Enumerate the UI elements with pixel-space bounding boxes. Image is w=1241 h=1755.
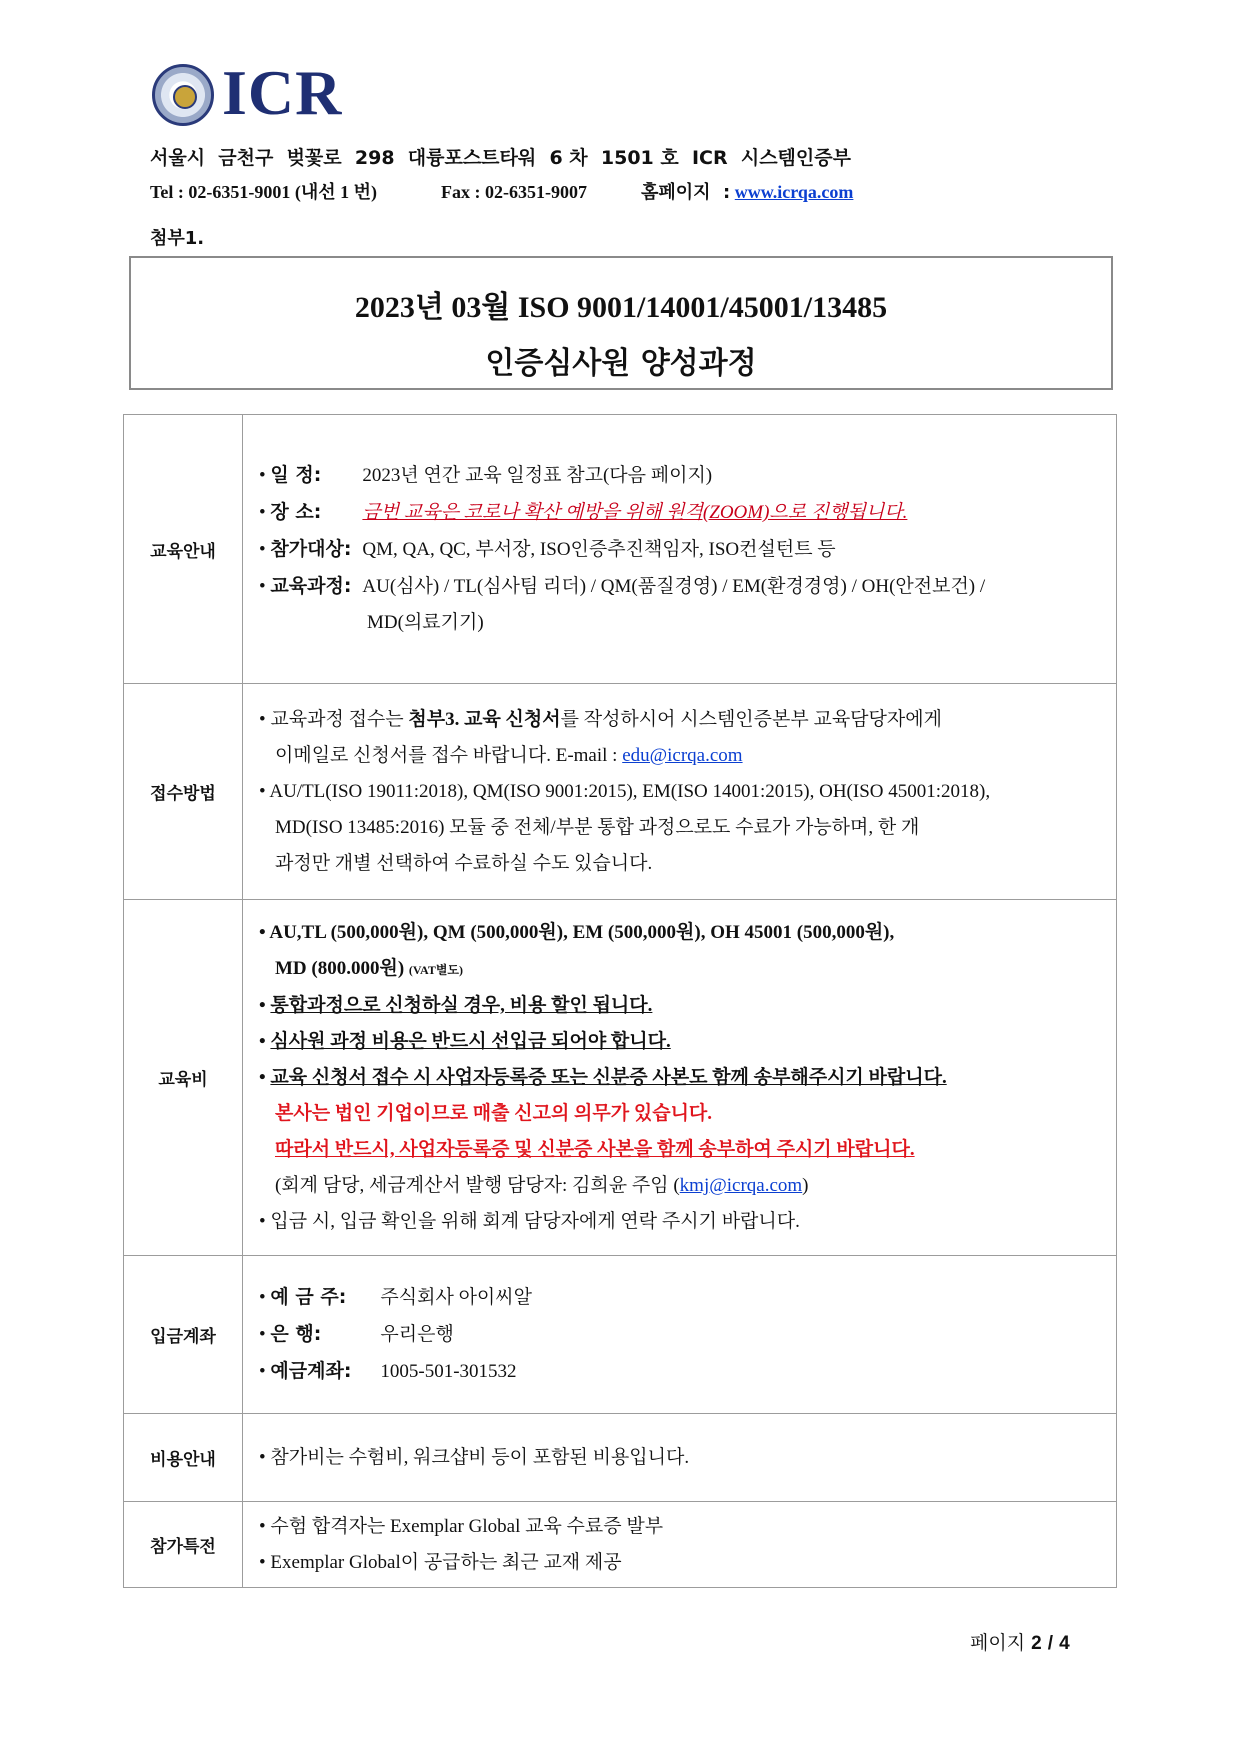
list-item: • AU/TL(ISO 19011:2018), QM(ISO 9001:2015), EM(ISO 14001:2015), OH(ISO 45001:2018), bbox=[259, 780, 991, 802]
row-content bbox=[243, 684, 1117, 900]
list-item-continued: MD(의료기기) bbox=[367, 612, 484, 633]
list-item: • 일 정: 2023년 연간 교육 일정표 참고(다음 페이지) bbox=[259, 464, 713, 486]
list-item: • 교육 신청서 접수 시 사업자등록증 또는 신분증 사본도 함께 송부해주시기 바랍니다. bbox=[259, 1067, 947, 1088]
attachment-label: 첨부1. bbox=[150, 228, 205, 249]
row-header: 접수방법 bbox=[124, 684, 243, 900]
list-item-continued: MD (800.000원) (VAT별도) bbox=[275, 958, 463, 979]
row-cost bbox=[124, 1414, 1117, 1502]
row-edu-info bbox=[124, 415, 1117, 684]
row-content bbox=[243, 1414, 1117, 1502]
icr-logo bbox=[152, 57, 352, 134]
homepage-link[interactable]: www.icrqa.com bbox=[734, 182, 854, 202]
email-link[interactable]: kmj@icrqa.com bbox=[679, 1175, 803, 1196]
row-fee bbox=[124, 900, 1117, 1256]
row-header: 교육안내 bbox=[124, 415, 243, 684]
list-item: • 예 금 주: 주식회사 아이씨알 bbox=[259, 1286, 532, 1308]
list-item: • 은 행: 우리은행 bbox=[259, 1323, 454, 1345]
list-item-continued: 이메일로 신청서를 접수 바랍니다. E-mail : edu@icrqa.com bbox=[275, 744, 743, 766]
row-header: 교육비 bbox=[124, 900, 243, 1256]
row-header: 입금계좌 bbox=[124, 1256, 243, 1414]
title-box bbox=[129, 256, 1113, 390]
list-item: • 교육과정 접수는 첨부3. 교육 신청서를 작성하시어 시스템인증본부 교육담당자에게 bbox=[259, 708, 942, 730]
tel: Tel : 02-6351-9001 (내선 1 번) bbox=[150, 182, 377, 202]
contact-line bbox=[150, 178, 853, 204]
row-header: 참가특전 bbox=[124, 1502, 243, 1588]
row-application bbox=[124, 684, 1117, 900]
list-item: • AU,TL (500,000원), QM (500,000원), EM (500,000원), OH 45001 (500,000원), bbox=[259, 922, 895, 943]
row-content bbox=[243, 415, 1117, 684]
list-item: • 교육과정: AU(심사) / TL(심사팀 리더) / QM(품질경영) / EM(환경경영) / OH(안전보건) / bbox=[259, 575, 986, 597]
list-item: • 예금계좌: 1005-501-301532 bbox=[259, 1360, 517, 1382]
homepage-label: 홈페이지 : bbox=[640, 182, 731, 203]
title-line-2: 인증심사원 양성과정 bbox=[485, 346, 757, 381]
email-link[interactable]: edu@icrqa.com bbox=[622, 744, 743, 766]
list-item-continued: MD(ISO 13485:2016) 모듈 중 전체/부분 통합 과정으로도 수료가 가능하며, 한 개 bbox=[275, 816, 920, 838]
list-item: • 참가비는 수험비, 워크샵비 등이 포함된 비용입니다. bbox=[259, 1446, 690, 1468]
title-line-1: 2023년 03월 ISO 9001/14001/45001/13485 bbox=[354, 291, 888, 324]
row-content bbox=[243, 1502, 1117, 1588]
course-info-table bbox=[123, 414, 1117, 1588]
seal-icon bbox=[152, 64, 214, 126]
list-item: • Exemplar Global이 공급하는 최근 교재 제공 bbox=[259, 1551, 622, 1573]
page-number: 페이지 2 / 4 bbox=[970, 1632, 1070, 1654]
list-item-continued: 과정만 개별 선택하여 수료하실 수도 있습니다. bbox=[275, 852, 653, 874]
list-item: • 통합과정으로 신청하실 경우, 비용 할인 됩니다. bbox=[259, 995, 653, 1016]
list-item: • 수험 합격자는 Exemplar Global 교육 수료증 발부 bbox=[259, 1515, 664, 1537]
notice-line: 본사는 법인 기업이므로 매출 신고의 의무가 있습니다. bbox=[275, 1103, 713, 1124]
accounting-contact: (회계 담당, 세금계산서 발행 담당자: 김희윤 주임 (kmj@icrqa.com) bbox=[275, 1175, 809, 1196]
row-header: 비용안내 bbox=[124, 1414, 243, 1502]
row-content bbox=[243, 900, 1117, 1256]
list-item: • 장 소: 금번 교육은 코로나 확산 예방을 위해 원격(ZOOM)으로 진행됩니다. bbox=[259, 501, 908, 523]
row-benefit bbox=[124, 1502, 1117, 1588]
list-item: • 입금 시, 입금 확인을 위해 회계 담당자에게 연락 주시기 바랍니다. bbox=[259, 1211, 800, 1232]
fax: Fax : 02-6351-9007 bbox=[440, 182, 587, 202]
row-content bbox=[243, 1256, 1117, 1414]
logo-wordmark: ICR bbox=[222, 57, 343, 128]
row-account bbox=[124, 1256, 1117, 1414]
list-item: • 참가대상: QM, QA, QC, 부서장, ISO인증추진책임자, ISO컨설턴트 등 bbox=[259, 538, 836, 560]
notice-line: 따라서 반드시, 사업자등록증 및 신분증 사본을 함께 송부하여 주시기 바랍니다. bbox=[275, 1139, 915, 1160]
list-item: • 심사원 과정 비용은 반드시 선입금 되어야 합니다. bbox=[259, 1031, 671, 1052]
company-address: 서울시 금천구 벚꽃로 298 대륭포스트타워 6 차 1501 호 ICR 시스템인증부 bbox=[150, 147, 851, 169]
